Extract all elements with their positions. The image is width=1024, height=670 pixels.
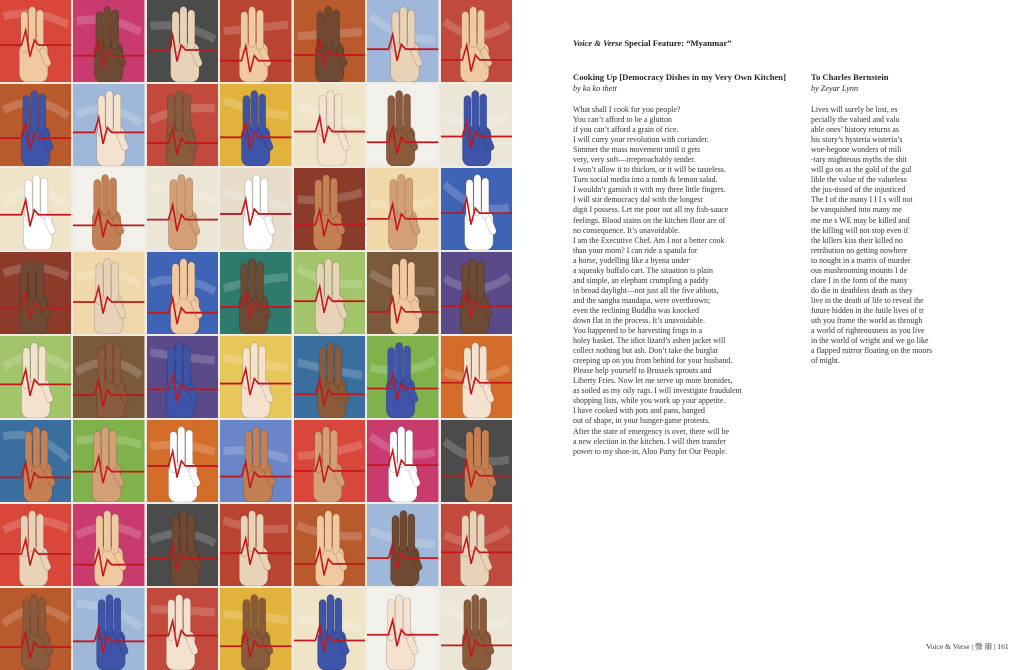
poem-line: -tary mighteous myths the shit (811, 155, 907, 165)
painting-tile (294, 252, 365, 334)
poem-line: uth you frame the world as through (811, 315, 923, 325)
painting-tile (73, 504, 144, 586)
poem-line: the jus-tissed of the injusticed (811, 185, 906, 195)
painting-tile (367, 252, 438, 334)
painting-tile (73, 252, 144, 334)
painting-tile (220, 504, 291, 586)
poem-line: I will curry your revolution with coriander. (573, 135, 709, 145)
poem-line: I have cooked with pots and pans, banged (573, 406, 705, 416)
poem-line: I won’t allow it to thicken, or it will be tasteless. (573, 165, 726, 175)
poem-byline: by Zeyar Lynn (811, 84, 859, 93)
poem-line: able ones’ history returns as (811, 125, 899, 135)
poem-line: even the reclining Buddha was knocked (573, 305, 699, 315)
poem-line: Please help yourself to Brussels sprouts and (573, 366, 712, 376)
poem-line: me me s WE may be killed and (811, 215, 910, 225)
poem-line: holey basket. The idiot lizard’s ashen jacket will (573, 336, 726, 346)
feature-title (573, 38, 732, 48)
poem-line: out of shape, in your hunger-game protests. (573, 416, 711, 426)
poem-line: his story’s hysteria wisteria’s (811, 135, 903, 145)
poem-line: in broad daylight—not just all the five abbots, (573, 285, 719, 295)
poem-line: power to my shoe-in, Aloo Party for Our People. (573, 446, 727, 456)
painting-tile (147, 0, 218, 82)
poem-line: creeping up on you from behind for your husband. (573, 356, 733, 366)
poem-line: down flat in the process. It’s unavoidable. (573, 315, 705, 325)
feature-title-italic: Voice & Verse (573, 38, 623, 48)
painting-tile (220, 420, 291, 502)
poem-line: will go on as the gold of the gul (811, 165, 912, 175)
poem-line: I wouldn’t garnish it with my three little fingers. (573, 185, 726, 195)
poem-line: be vanquished into many me (811, 205, 902, 215)
painting-tile (0, 168, 71, 250)
poem-line: shopping lists, while you work up your appetite. (573, 396, 726, 406)
poem-line: pecially the valued and valu (811, 115, 900, 125)
painting-tile (294, 0, 365, 82)
poem-line: collect nothing but ash. Don’t take the burglar (573, 346, 719, 356)
poem-line: After the state of emergency is over, there will be (573, 426, 729, 436)
painting-tile (73, 168, 144, 250)
poem-line: woe-begone wonders of mili (811, 145, 902, 155)
painting-tile (0, 420, 71, 502)
poem-line: You can’t afford to be a glutton (573, 115, 672, 125)
painting-tile (220, 588, 291, 670)
painting-tile (0, 336, 71, 418)
poem-line: in the world of wright and we go like (811, 336, 929, 346)
painting-tile (441, 336, 512, 418)
poem-byline: by ko ko thett (573, 84, 617, 93)
painting-tile (294, 336, 365, 418)
painting-tile (367, 84, 438, 166)
painting-tile (294, 84, 365, 166)
feature-title-rest: Special Feature: “Myanmar” (622, 38, 732, 48)
poem-line: a squeaky buffalo cart. The situation is plain (573, 265, 713, 275)
painting-tile (147, 588, 218, 670)
poem-line: and simple, an elephant crumpling a paddy (573, 275, 709, 285)
painting-tile (441, 0, 512, 82)
poem-to-charles-bernstein (811, 72, 991, 366)
painting-tile (441, 252, 512, 334)
poem-lines (573, 105, 795, 457)
poem-line: ous mushrooming mounts I de (811, 265, 908, 275)
poem-line: feelings. Blood stains on the kitchen floor are of (573, 215, 726, 225)
poem-line: I will stir democracy dal with the longest (573, 195, 703, 205)
poem-line: You happened to be harvesting frogs in a (573, 326, 703, 336)
painting-tile (147, 84, 218, 166)
painting-tile (441, 420, 512, 502)
painting-tile (294, 168, 365, 250)
poem-line: than your mom? I can ride a spatula for (573, 245, 698, 255)
poem-line: Liberty Fries. Now let me serve up more bronides, (573, 376, 733, 386)
poem-line: live in the death of life to reveal the (811, 295, 924, 305)
painting-tile (0, 588, 71, 670)
painting-tile (367, 336, 438, 418)
painting-tile (147, 336, 218, 418)
poem-line: no consequence. It’s unavoidable. (573, 225, 680, 235)
poem-title: Cooking Up [Democracy Dishes in my Very Own Kitchen] (573, 72, 786, 82)
poem-line: a world of righteousness as you live (811, 326, 925, 336)
painting-tile (220, 252, 291, 334)
poem-lines (811, 105, 991, 366)
painting-tile (294, 588, 365, 670)
poem-line: a new election in the kitchen. I will then transfer (573, 436, 726, 446)
poem-line: do die in deathless death as they (811, 285, 913, 295)
poem-line: lible the value of the valueless (811, 175, 907, 185)
painting-tile (294, 504, 365, 586)
poem-line: and the sangha mandapa, were overthrown; (573, 295, 711, 305)
painting-tile (147, 420, 218, 502)
poem-line: retribution no getting nowhere (811, 245, 908, 255)
poem-line: clare I in the form of the many (811, 275, 908, 285)
painting-tile (73, 336, 144, 418)
painting-tile (220, 168, 291, 250)
poem-line: digit I possess. Let me pour out all my fish-sauce (573, 205, 729, 215)
poem-line: Simmer the mass movement until it gets (573, 145, 701, 155)
painting-tile (294, 420, 365, 502)
poem-line: What shall I cook for you people? (573, 105, 681, 114)
painting-tile (0, 84, 71, 166)
painting-tile (220, 336, 291, 418)
painting-tile (367, 420, 438, 502)
painting-tile (147, 168, 218, 250)
painting-tile (73, 420, 144, 502)
painting-tile (0, 0, 71, 82)
painting-tile (220, 84, 291, 166)
poem-title: To Charles Bernstein (811, 72, 889, 82)
poem-line: if you can’t afford a grain of rice. (573, 125, 679, 135)
painting-tile (73, 84, 144, 166)
poem-line: the killing will not stop even if (811, 225, 909, 235)
poem-line: as soiled as my oily rags. I will investigate fraudulent (573, 386, 742, 396)
poem-line: the killers kiss their killed no (811, 235, 903, 245)
poem-line: a horse, yodelling like a hyena under (573, 255, 690, 265)
painting-tile (367, 0, 438, 82)
page-footer: Voice & Verse | 聲 韻 | 161 (926, 642, 1009, 651)
painting-tile (441, 504, 512, 586)
painting-tile (73, 588, 144, 670)
poem-line: future hidden in the futile lives of tr (811, 305, 924, 315)
painting-tile (147, 504, 218, 586)
painting-tile (147, 252, 218, 334)
poem-line: Lives will surely be lost, es (811, 105, 898, 114)
poem-line: Turn social media into a tomb & lemon salad. (573, 175, 718, 185)
poem-line: to nought in a matrix of murder (811, 255, 911, 265)
poem-line: very, very soft—irreproachably tender. (573, 155, 696, 165)
poem-cooking-up (573, 72, 795, 457)
poem-line: The I of the many I I I s will not (811, 195, 913, 205)
painting-tile (0, 504, 71, 586)
painting-tile (367, 168, 438, 250)
painting-tile (367, 504, 438, 586)
painting-tile (441, 168, 512, 250)
painting-tile (220, 0, 291, 82)
poem-line: a flapped mirror floating on the moors (811, 346, 932, 356)
poem-line: of might. (811, 356, 840, 366)
painting-tile (73, 0, 144, 82)
painting-tile (441, 588, 512, 670)
painting-tile (441, 84, 512, 166)
painting-tile (367, 588, 438, 670)
painting-tile (0, 252, 71, 334)
poem-line: I am the Executive Chef. Am I not a better cook (573, 235, 725, 245)
